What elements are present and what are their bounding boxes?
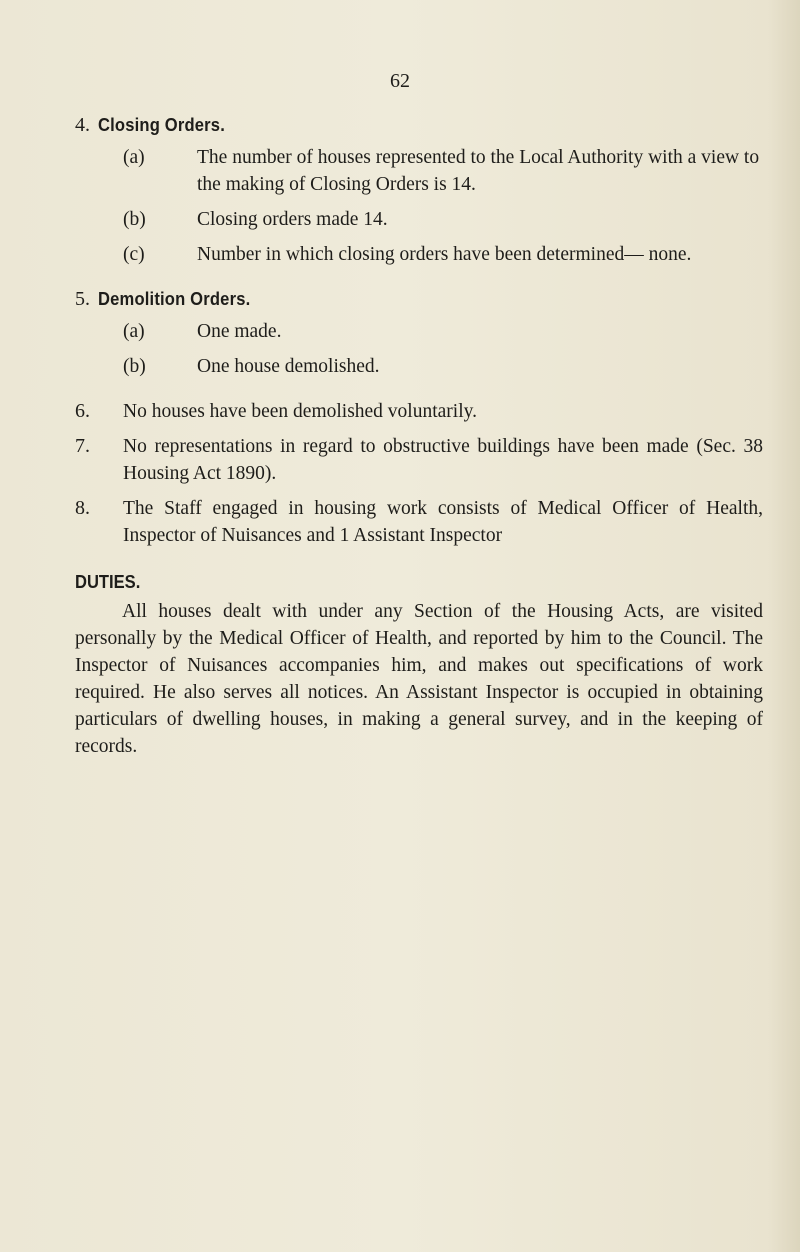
section-number: 6. <box>75 400 90 422</box>
item-text: Number in which closing orders have been determined— none. <box>197 244 692 265</box>
item-label: (a) <box>123 147 145 168</box>
item-label: (c) <box>123 244 145 265</box>
paragraph-item <box>75 495 763 549</box>
item-text: Closing orders made 14. <box>197 209 388 230</box>
paragraph-text: No representations in regard to obstructive buildings have been made (Sec. 38 Housing Act 1890). <box>123 436 763 484</box>
item-text: One made. <box>197 321 282 342</box>
section-number: 8. <box>75 497 90 519</box>
page-number: 62 <box>390 70 410 92</box>
item-text: The number of houses represented to the Local Authority with a view to the making of Closing Orders is 14. <box>197 147 760 195</box>
section-heading: Demolition Orders. <box>98 289 251 309</box>
section-number: 7. <box>75 435 90 457</box>
paragraph-item <box>75 433 763 487</box>
section-number: 4. <box>75 114 90 136</box>
list-item <box>75 144 763 198</box>
section-closing-orders <box>75 112 763 139</box>
list-item <box>75 206 763 233</box>
item-label: (b) <box>123 209 146 230</box>
item-text: One house demolished. <box>197 356 380 377</box>
paragraph-text: No houses have been demolished voluntarily. <box>123 401 477 422</box>
paragraph-text: The Staff engaged in housing work consists of Medical Officer of Health, Inspector of Nuisances and 1 Assistant Inspector <box>123 498 763 546</box>
document-body <box>75 112 763 760</box>
section-heading: Closing Orders. <box>98 115 225 135</box>
list-item <box>75 353 763 380</box>
duties-paragraph: All houses dealt with under any Section of the Housing Acts, are visited personally by the Medical Officer of Health, and reported by him to the Council. The Inspector of Nuisances accompanies him, and makes out specifications of work required. He also serves all notices. An Assistant Inspector is occupied in obtaining particulars of dwelling houses, in making a general survey, and in the keeping of records. <box>75 601 763 757</box>
item-label: (a) <box>123 321 145 342</box>
list-item <box>75 241 763 268</box>
section-number: 5. <box>75 288 90 310</box>
item-label: (b) <box>123 356 146 377</box>
duties-heading: DUTIES. <box>75 572 141 592</box>
list-item <box>75 318 763 345</box>
section-demolition-orders <box>75 286 763 313</box>
paragraph-item <box>75 398 763 425</box>
